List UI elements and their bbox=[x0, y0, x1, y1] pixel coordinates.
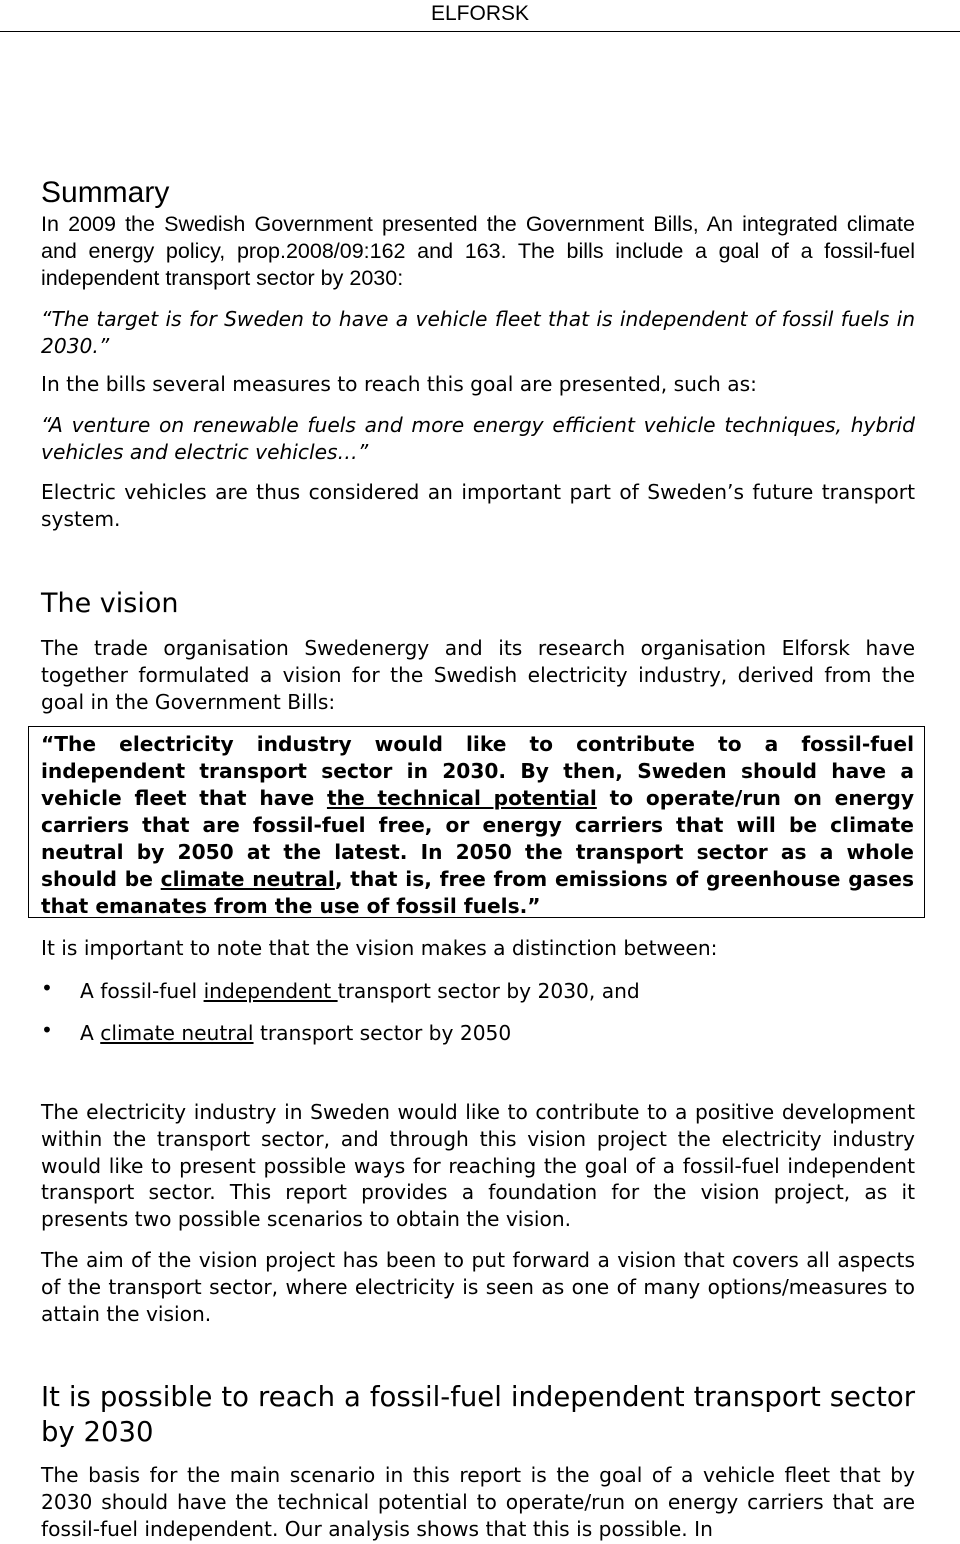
vision-statement bbox=[41, 731, 914, 920]
bullet-1-post: transport sector by 2030, and bbox=[337, 979, 640, 1003]
vision-intro: The trade organisation Swedenergy and its research organisation Elforsk have together formulated a vision for the Swedish electricity industry, derived from the goal in the Government Bills: bbox=[41, 636, 915, 714]
vision-paragraph-1: The electricity industry in Sweden would like to contribute to a positive development within the transport sector, and through this vision project the electricity industry would like to present possible ways for reaching the goal of a fossil-fuel independent transport sector. This report provides a foundation for the vision project, as it presents two possible scenarios to obtain the vision. bbox=[41, 1100, 915, 1232]
summary-heading: Summary bbox=[41, 176, 170, 209]
bullet-2-post: transport sector by 2050 bbox=[253, 1021, 512, 1045]
vision-statement-part-3: , that is, free from emissions of greenhouse gases that emanates from the use of fossil fuels.” bbox=[41, 867, 915, 918]
possible-paragraph: The basis for the main scenario in this report is the goal of a vehicle fleet that by 2030 should have the technical potential to operate/run on energy carriers that are fossil-fuel independent. Our analysis shows that this is possible. In bbox=[41, 1463, 915, 1541]
bullet-2-pre: A bbox=[80, 1021, 101, 1045]
summary-intro: In 2009 the Swedish Government presented the Government Bills, An integrated climate and energy policy, prop.2008/09:162 and 163. The bills include a goal of a fossil-fuel independent transport sector by 2030: bbox=[41, 212, 915, 290]
vision-statement-part-2: to operate/run on energy carriers that are fossil-fuel free, or energy carriers that will be climate neutral by 2050 at the latest. In 2050 the transport sector as a whole should be bbox=[41, 786, 914, 891]
vision-heading: The vision bbox=[41, 588, 179, 619]
summary-quote-1: “The target is for Sweden to have a vehicle fleet that is independent of fossil fuels in 2030.” bbox=[41, 307, 915, 358]
vision-statement-part-1: “The electricity industry would like to contribute to a fossil-fuel independent transport sector in 2030. By then, Sweden should have a vehicle fleet that have bbox=[41, 732, 914, 810]
vision-distinction: It is important to note that the vision makes a distinction between: bbox=[41, 936, 718, 960]
running-header: ELFORSK bbox=[430, 2, 530, 25]
possible-heading: It is possible to reach a fossil-fuel independent transport sector by 2030 bbox=[41, 1381, 915, 1448]
summary-measures: In the bills several measures to reach this goal are presented, such as: bbox=[41, 372, 757, 396]
summary-quote-2: “A venture on renewable fuels and more energy efficient vehicle techniques, hybrid vehicles and electric vehicles…” bbox=[41, 413, 915, 464]
vision-paragraph-2: The aim of the vision project has been to put forward a vision that covers all aspects of the transport sector, where electricity is seen as one of many options/measures to attain the vision. bbox=[41, 1248, 915, 1326]
bullet-1-pre: A fossil-fuel bbox=[80, 979, 204, 1003]
bullet-marker-2: • bbox=[41, 1018, 53, 1042]
bullet-2-underline: climate neutral bbox=[100, 1021, 254, 1045]
vision-statement-underline-1: the technical potential bbox=[326, 786, 597, 810]
summary-conclusion: Electric vehicles are thus considered an important part of Sweden’s future transport system. bbox=[41, 480, 915, 531]
bullet-item-1 bbox=[80, 978, 640, 1004]
vision-statement-underline-2: climate neutral bbox=[160, 867, 335, 891]
bullet-1-underline: independent bbox=[203, 979, 338, 1003]
bullet-marker-1: • bbox=[41, 976, 53, 1000]
header-rule bbox=[0, 31, 960, 32]
bullet-item-2 bbox=[80, 1020, 511, 1046]
